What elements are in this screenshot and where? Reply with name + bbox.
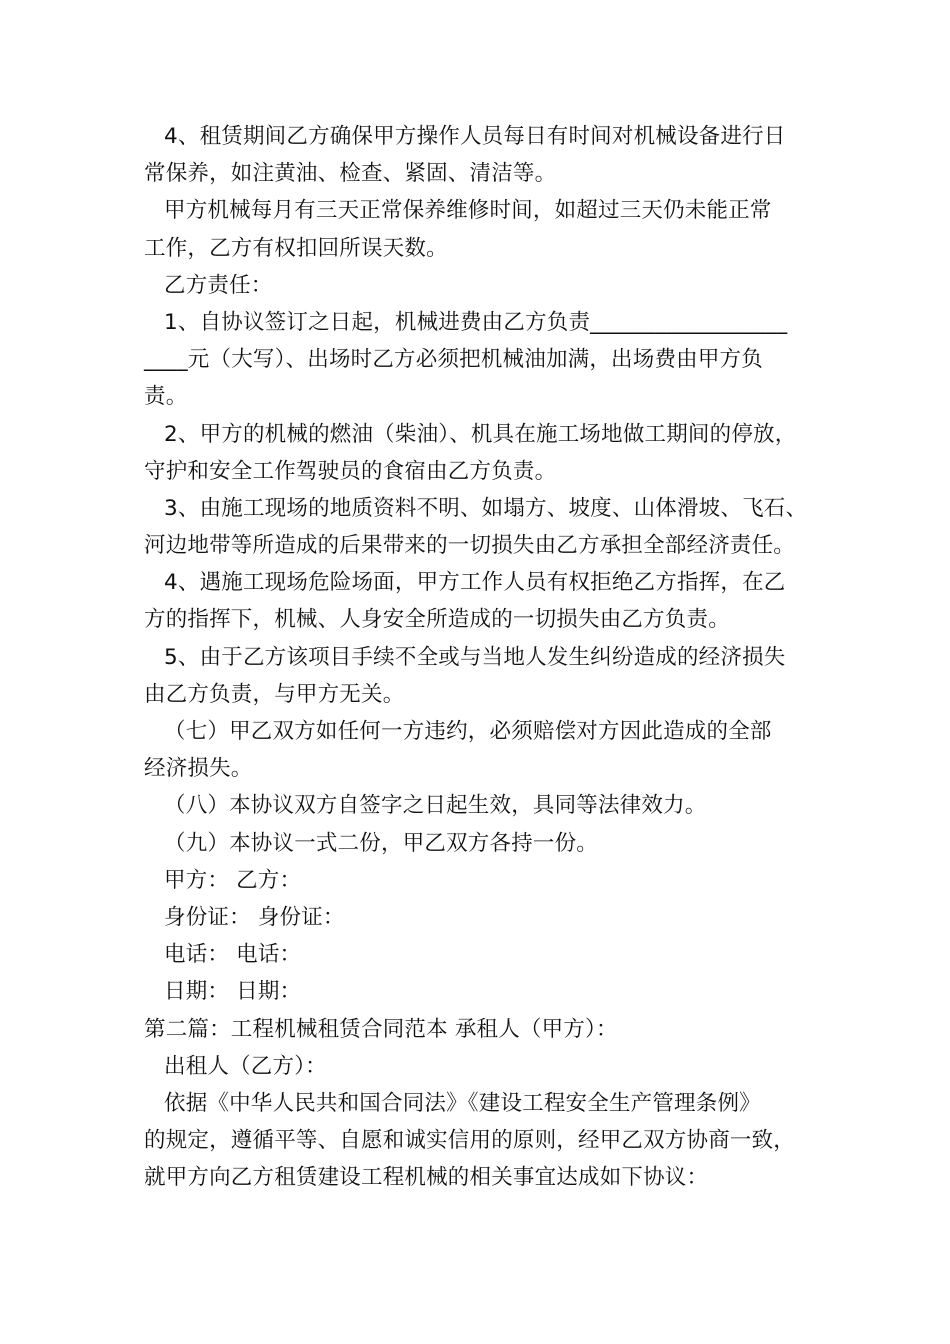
text-line: 3、由施工现场的地质资料不明、如塌方、坡度、山体滑坡、飞石、 [164,495,808,521]
text-line: （八）本协议双方自签字之日起生效，具同等法律效力。 [164,793,707,819]
signature-party-line: 甲方： 乙方： [164,867,302,893]
contract-body [144,118,824,1196]
text-line: 出租人（乙方）： [164,1053,327,1079]
text-line: 常保养，如注黄油、检查、紧固、清洁等。 [144,161,557,187]
text-line: 依据《中华人民共和国合同法》《建设工程安全生产管理条例》 [164,1090,761,1116]
text-line: 责。 [144,384,188,410]
signature-id-line: 身份证： 身份证： [164,904,345,930]
section-heading: 乙方责任： [164,272,273,298]
signature-date-line: 日期： 日期： [164,979,302,1005]
text-line: 工作，乙方有权扣回所误天数。 [144,235,448,261]
text-line: （九）本协议一式二份，甲乙双方各持一份。 [164,830,599,856]
text-line: 4、租赁期间乙方确保甲方操作人员每日有时间对机械设备进行日 [164,124,786,149]
text-line: 经济损失。 [144,756,253,782]
text-line: 甲方机械每月有三天正常保养维修时间，如超过三天仍未能正常 [164,198,772,224]
text-line: 就甲方向乙方租赁建设工程机械的相关事宜达成如下协议： [144,1165,709,1191]
text-line: 由乙方负责，与甲方无关。 [144,681,405,707]
text-line: 守护和安全工作驾驶员的食宿由乙方负责。 [144,458,557,484]
section-title: 第二篇：工程机械租赁合同范本 承租人（甲方）： [144,1016,618,1042]
text-line: 方的指挥下，机械、人身安全所造成的一切损失由乙方负责。 [144,607,730,633]
signature-phone-line: 电话： 电话： [164,942,302,968]
text-line: （七）甲乙双方如任何一方违约，必须赔偿对方因此造成的全部 [164,719,772,744]
text-line: ____元（大写）、出场时乙方必须把机械油加满，出场费由甲方负 [144,347,763,373]
text-line: 4、遇施工现场危险场面，甲方工作人员有权拒绝乙方指挥，在乙 [164,570,786,596]
text-line: 河边地带等所造成的后果带来的一切损失由乙方承担全部经济责任。 [144,533,796,559]
text-line: 1、自协议签订之日起，机械进费由乙方负责__________________ [164,309,788,335]
text-line: 2、甲方的机械的燃油（柴油）、机具在施工场地做工期间的停放， [164,421,797,447]
text-line: 的规定，遵循平等、自愿和诚实信用的原则，经甲乙双方协商一致， [144,1128,796,1154]
text-line: 5、由于乙方该项目手续不全或与当地人发生纠纷造成的经济损失 [164,644,786,670]
